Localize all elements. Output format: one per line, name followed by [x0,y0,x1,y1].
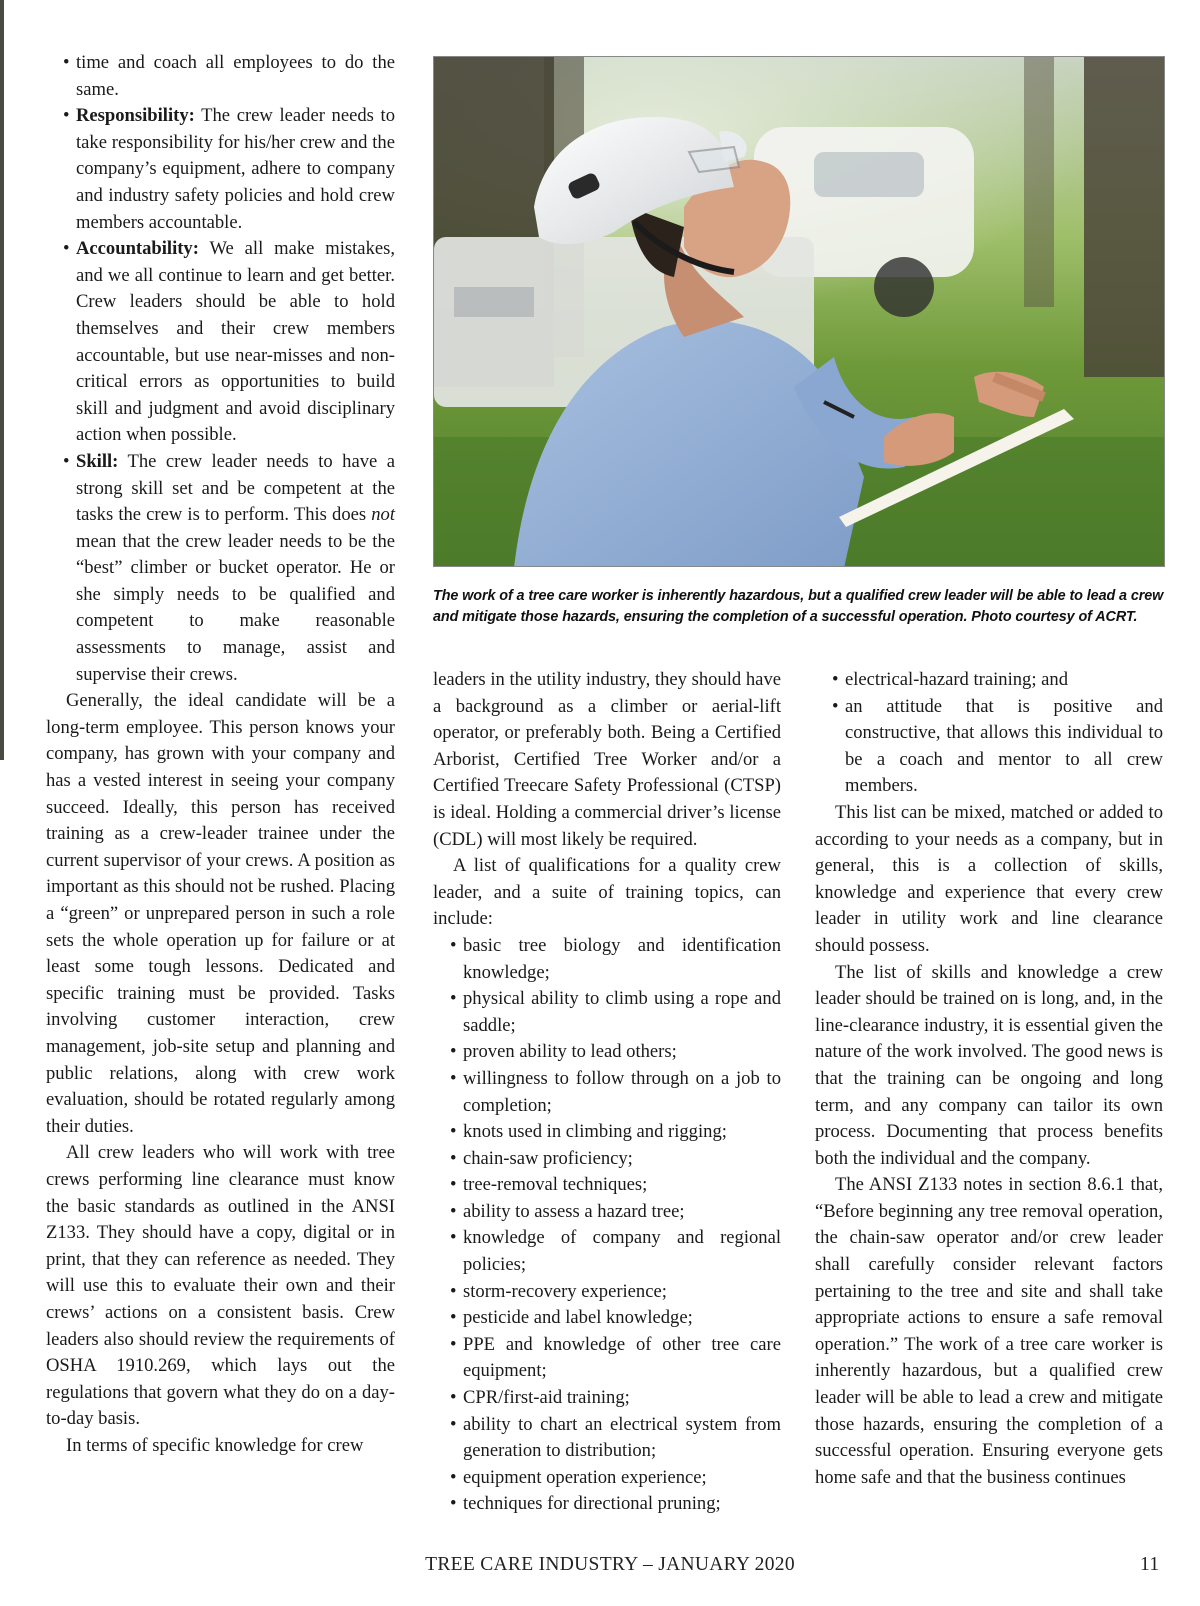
paragraph: leaders in the utility industry, they should have a background as a climber or aerial-lift operator, or preferably both. Being a Certified Arborist, Certified Tree Worker and/or a Certified Treecare Safety Professional (CTSP) is ideal. Holding a commercial driver’s license (CDL) will most likely be required. [433,669,781,850]
list-item: • physical ability to climb using a rope and saddle; [433,986,781,1039]
qualifications-list [433,933,781,1518]
list-item: • willingness to follow through on a job to completion; [433,1066,781,1119]
list-item: • pesticide and label knowledge; [433,1305,781,1332]
list-item-continuation [46,50,395,103]
bullet-text: We all make mistakes, and we all continue to learn and get better. Crew leaders should be able to hold themselves and their crew members accountable, but use near-misses and non-critical errors as opportunities to build skill and judgment and avoid disciplinary action when possible. [76,238,395,446]
list-item: • knots used in climbing and rigging; [433,1119,781,1146]
bullet-text: The crew leader needs to have a strong skill set and be competent at the tasks the crew is to perform. This does [76,450,395,526]
paragraph: This list can be mixed, matched or added to according to your needs as a company, but in general, this is a collection of skills, knowledge and experience that every crew leader in utility work and line clearance should possess. [815,801,1163,956]
paragraph: Generally, the ideal candidate will be a long-term employee. This person knows your company, has grown with your company and has a vested interest in seeing your company succeed. Ideally, this person has received training as a crew-leader trainee under the current supervisor of your crews. A position as important as this should not be rushed. Placing a “green” or unprepared person in such a role sets the whole operation up for failure or at least some tough lessons. Dedicated and specific training must be provided. Tasks involving customer interaction, crew management, job-site setup and planning and public relations, along with crew work evaluation, should be rotated regularly among their duties. [46,690,395,1137]
bullet-emphasis: not [371,504,395,526]
list-item: • basic tree biology and identification knowledge; [433,933,781,986]
paragraph: The list of skills and knowledge a crew leader should be trained on is long, and, in the line-clearance industry, it is essential given the nature of the work involved. The good news is that the training can be ongoing and long term, and any company can tailor its own process. Documenting that process benefits both the individual and the company. [815,961,1163,1169]
bullet-list [46,103,395,688]
article-photo [433,56,1165,567]
bullet-accountability [46,236,395,449]
column-1 [46,50,395,1459]
paragraph: A list of qualifications for a quality crew leader, and a suite of training topics, can include: [433,855,781,930]
column-2 [433,667,781,1518]
tree-worker-photo-illustration [434,57,1165,567]
paragraph: In terms of specific knowledge for crew [66,1434,364,1456]
continuation-text: time and coach all employees to do the same. [76,52,395,100]
list-item: • techniques for directional pruning; [433,1491,781,1518]
bullet-term: Skill: [76,450,119,472]
qualifications-list-continued [815,667,1163,800]
list-item: • tree-removal techniques; [433,1172,781,1199]
list-item: • knowledge of company and regional policies; [433,1225,781,1278]
list-item: • CPR/first-aid training; [433,1385,781,1412]
list-item: • storm-recovery experience; [433,1279,781,1306]
photo-caption: The work of a tree care worker is inherently hazardous, but a qualified crew leader will be able to lead a crew and mitigate those hazards, ensuring the completion of a successful operation. Photo courtesy of ACRT. [433,588,1164,626]
bullet-skill [46,449,395,688]
list-item: • PPE and knowledge of other tree care equipment; [433,1332,781,1385]
list-item: • electrical-hazard training; and [815,667,1163,694]
list-item: • an attitude that is positive and constructive, that allows this individual to be a coach and mentor to all crew members. [815,694,1163,800]
bullet-term: Accountability: [76,238,199,260]
bullet-text: mean that the crew leader needs to be the “best” climber or bucket operator. He or she simply needs to be qualified and competent to make reasonable assessments to manage, assist and supervise their crews. [76,530,395,685]
list-item: • ability to assess a hazard tree; [433,1199,781,1226]
bullet-responsibility [46,103,395,236]
qualities-list [46,50,395,103]
paragraph: All crew leaders who will work with tree crews performing line clearance must know the basic standards as outlined in the ANSI Z133. They should have a copy, digital or in print, that they can reference as needed. They will use this to evaluate their own and their crews’ actions on a consistent basis. Crew leaders also should review the requirements of OSHA 1910.269, which lays out the regulations that govern what they do on a day-to-day basis. [46,1142,395,1430]
list-item: • proven ability to lead others; [433,1039,781,1066]
page-number: 11 [1140,1554,1160,1575]
bullet-text: The crew leader needs to take responsibility for his/her crew and the company’s equipment, adhere to company and industry safety policies and hold crew members accountable. [76,105,395,233]
column-3 [815,667,1163,1491]
publication-line: TREE CARE INDUSTRY – JANUARY 2020 [425,1554,795,1575]
page-edge-strip [0,0,4,760]
list-item: • ability to chart an electrical system from generation to distribution; [433,1412,781,1465]
bullet-term: Responsibility: [76,105,195,127]
list-item: • equipment operation experience; [433,1465,781,1492]
paragraph: The ANSI Z133 notes in section 8.6.1 that, “Before beginning any tree removal operation, the chain-saw operator and/or crew leader shall carefully consider relevant factors pertaining to the tree and site and shall take appropriate actions to ensure a safe removal operation.” The work of a tree care worker is inherently hazardous, but a qualified crew leader will be able to lead a crew and mitigate those hazards, ensuring the completion of a successful operation. Ensuring everyone gets home safe and that the business continues [815,1174,1163,1488]
list-item: • chain-saw proficiency; [433,1146,781,1173]
